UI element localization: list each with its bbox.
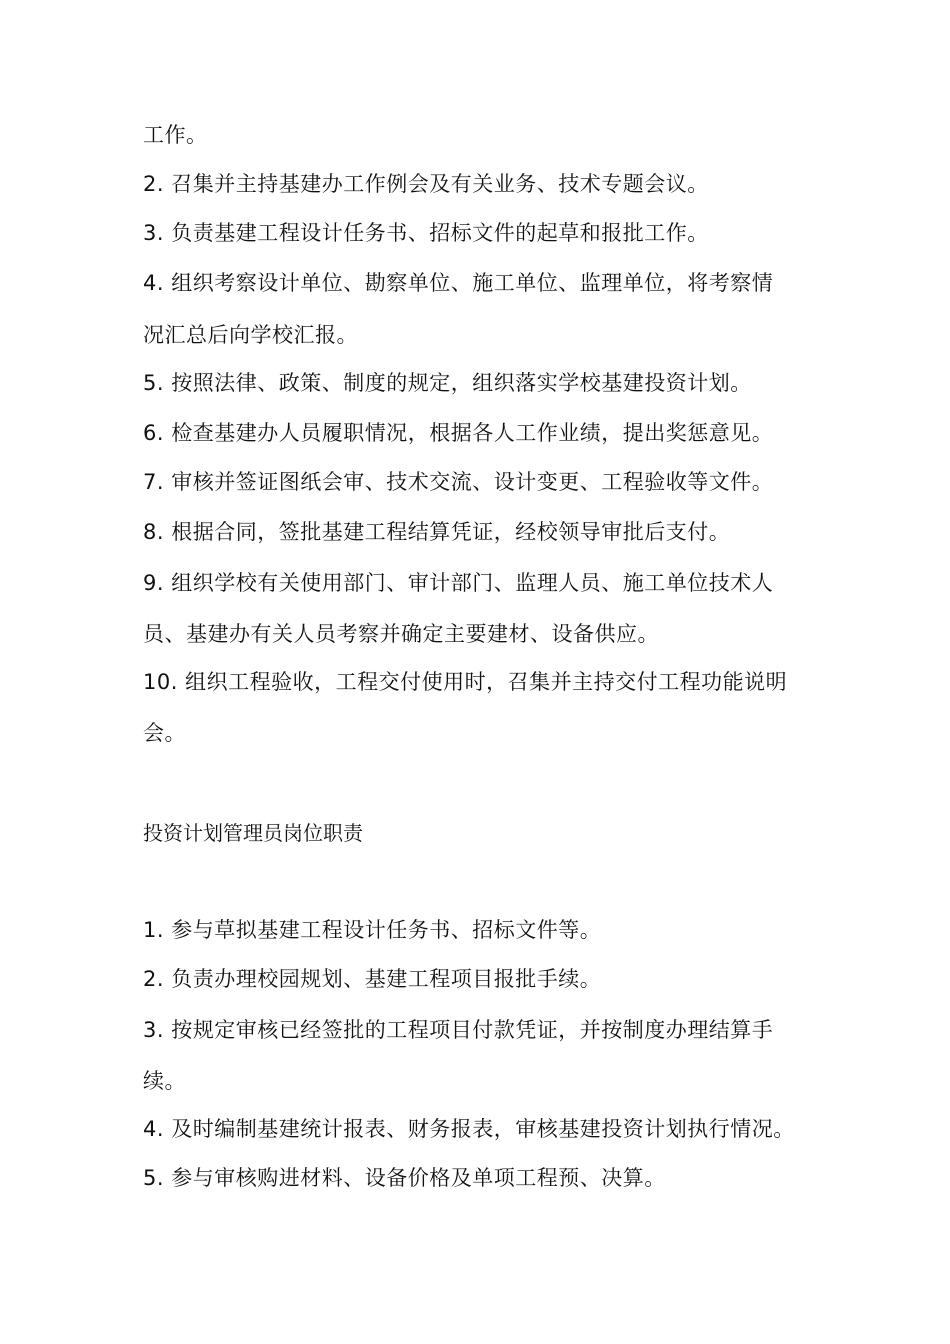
text-line: 5. 按照法律、政策、制度的规定，组织落实学校基建投资计划。: [143, 371, 752, 395]
text-line: 8. 根据合同，签批基建工程结算凭证，经校领导审批后支付。: [143, 520, 731, 544]
text-line: 10. 组织工程验收，工程交付使用时，召集并主持交付工程功能说明: [143, 670, 788, 694]
text-line: 5. 参与审核购进材料、设备价格及单项工程预、决算。: [143, 1166, 666, 1190]
text-line: 况汇总后向学校汇报。: [143, 323, 358, 347]
text-line: 员、基建办有关人员考察并确定主要建材、设备供应。: [143, 622, 659, 646]
text-line: 3. 按规定审核已经签批的工程项目付款凭证，并按制度办理结算手: [143, 1018, 774, 1042]
text-line: 7. 审核并签证图纸会审、技术交流、设计变更、工程验收等文件。: [143, 470, 774, 494]
text-line: 4. 及时编制基建统计报表、财务报表，审核基建投资计划执行情况。: [143, 1117, 795, 1141]
text-line: 工作。: [143, 123, 208, 147]
text-line: 1. 参与草拟基建工程设计任务书、招标文件等。: [143, 918, 602, 942]
text-line: 2. 召集并主持基建办工作例会及有关业务、技术专题会议。: [143, 172, 709, 196]
text-line: 2. 负责办理校园规划、基建工程项目报批手续。: [143, 967, 602, 991]
text-line: 9. 组织学校有关使用部门、审计部门、监理人员、施工单位技术人: [143, 571, 774, 595]
text-line: 4. 组织考察设计单位、勘察单位、施工单位、监理单位，将考察情: [143, 271, 774, 295]
text-line: 会。: [143, 721, 186, 745]
text-line: 6. 检查基建办人员履职情况，根据各人工作业绩，提出奖惩意见。: [143, 421, 774, 445]
text-line: 3. 负责基建工程设计任务书、招标文件的起草和报批工作。: [143, 221, 709, 245]
text-line: 续。: [143, 1069, 186, 1093]
section-title: 投资计划管理员岗位职责: [143, 821, 363, 845]
